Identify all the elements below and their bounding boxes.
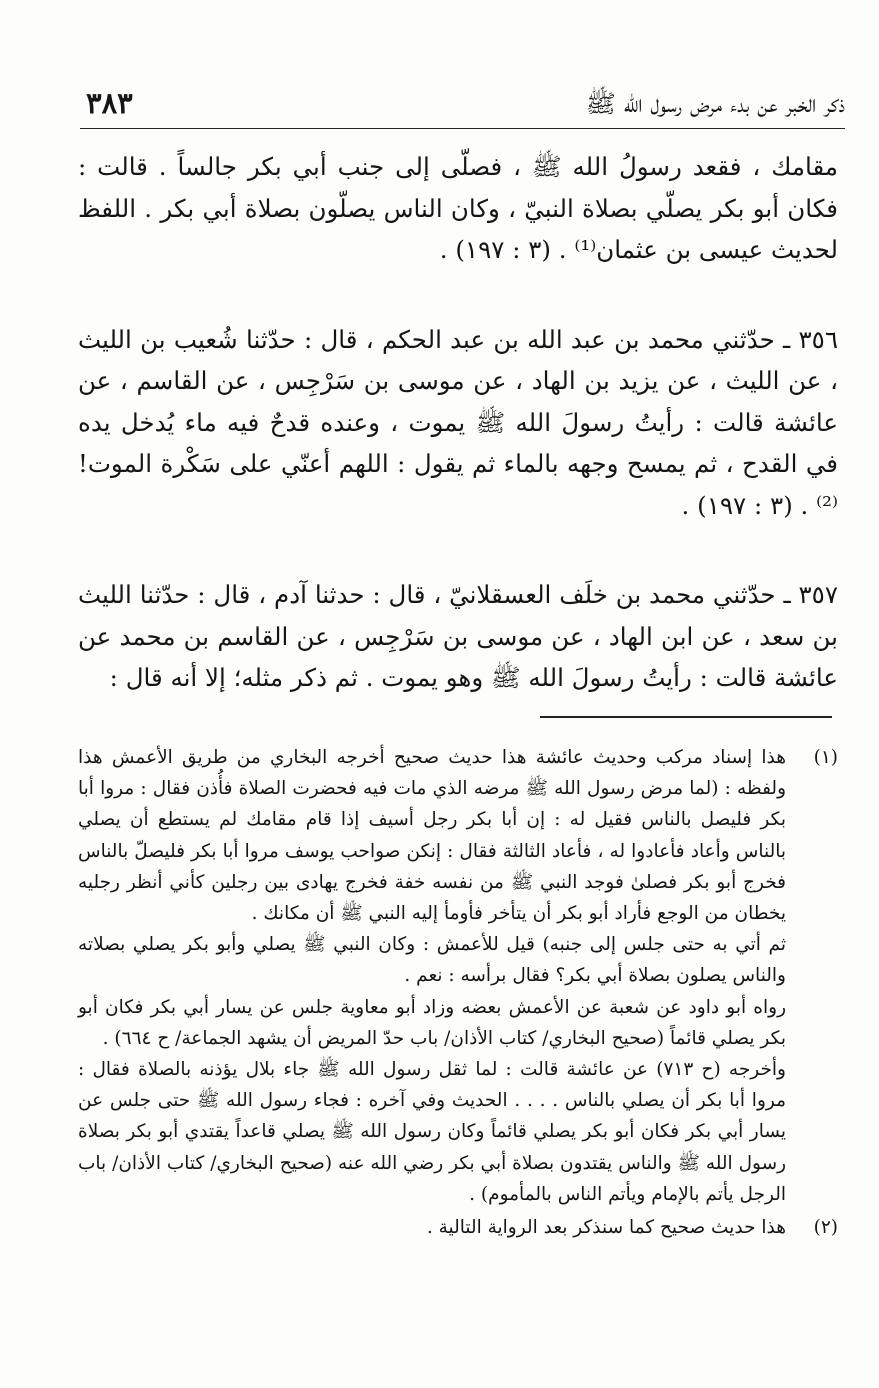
footnote-separator <box>540 716 832 718</box>
footnote-paragraph: هذا إسناد مركب وحديث عائشة هذا حديث صحيح أخرجه البخاري من طريق الأعمش هذا ولفظه : (لما مرض رسول الله ﷺ مرضه الذي مات فيه فحضرت الصلاة فأُذن فقال : مروا أبا بكر فليصل بالناس فقيل له : إن أبا بكر رجل أسيف إذا قام مقامك لم يستطع أن يصلي بالناس وأعاد فأعادوا له ، فأعاد الثالثة فقال : إنكن صواحب يوسف مروا أبا بكر فليصلّ بالناس فخرج أبو بكر فصلىٰ فوجد النبي ﷺ من نفسه خفة فخرج يهادى بين رجلين كأني أنظر رجليه يخطان من الوجع فأراد أبو بكر أن يتأخر فأومأ إليه النبي ﷺ أن مكانك . <box>78 747 786 925</box>
footnote-number: (٢) <box>813 1217 838 1239</box>
chapter-title: ذكر الخبر عن بدء مرض رسول الله ﷺ <box>585 89 845 118</box>
footnote-number: (١) <box>813 747 838 768</box>
footnote-1 <box>78 742 840 1210</box>
footnote-paragraph: وأخرجه (ح ٧١٣) عن عائشة قالت : لما ثقل رسول الله ﷺ جاء بلال يؤذنه بالصلاة فقال : مروا أبا بكر أن يصلي بالناس . . . . الحديث وفي آخره : فجاء رسول الله ﷺ حتى جلس عن يسار أبي بكر فكان أبو بكر يصلي قائماً وكان رسول الله ﷺ يصلي قاعداً يقتدي أبو بكر بصلاة رسول الله ﷺ والناس يقتدون بصلاة أبي بكر رضي الله عنه (صحيح البخاري/ كتاب الأذان/ باب الرجل يأتم بالإمام ويأتم الناس بالمأموم) . <box>78 1059 786 1205</box>
hadith-357: ٣٥٧ ـ حدّثني محمد بن خلَف العسقلانيّ ، قال : حدثنا آدم ، قال : حدّثنا الليث بن سعد ، عن ابن الهاد ، عن موسى بن سَرْجِس ، عن القاسم بن محمد عن عائشة قالت : رأيتُ رسولَ الله ﷺ وهو يموت . ثم ذكر مثله؛ إلا أنه قال : <box>78 580 838 692</box>
footnote-paragraph: رواه أبو داود عن شعبة عن الأعمش بعضه وزاد أبو معاوية جلس عن يسار أبي بكر فكان أبو بكر يصلي قائماً (صحيح البخاري/ كتاب الأذان/ باب حدّ المريض أن يشهد الجماعة/ ح ٦٦٤) . <box>78 996 786 1049</box>
main-text <box>78 146 838 699</box>
footnotes <box>78 742 840 1243</box>
footnote-paragraph: هذا حديث صحيح كما سنذكر بعد الرواية التالية . <box>426 1217 786 1239</box>
running-header <box>80 86 845 128</box>
footnote-2 <box>78 1212 840 1243</box>
footnote-paragraph: ثم أتي به حتى جلس إلى جنبه) قيل للأعمش : وكان النبي ﷺ يصلي وأبو بكر يصلي بصلاته والناس يصلون بصلاة أبي بكر؟ فقال برأسه : نعم . <box>78 934 786 987</box>
paragraph-continuation: مقامك ، فقعد رسولُ الله ﷺ ، فصلّى إلى جنب أبي بكر جالساً . قالت : فكان أبو بكر يصلّي بصلاة النبيّ ، وكان الناس يصلّون بصلاة أبي بكر . اللفظ لحديث عيسى بن عثمان⁽¹⁾ . (٣ : ١٩٧) . <box>78 152 838 264</box>
hadith-356: ٣٥٦ ـ حدّثني محمد بن عبد الله بن عبد الحكم ، قال : حدّثنا شُعيب بن الليث ، عن الليث ، عن يزيد بن الهاد ، عن موسى بن سَرْجِس ، عن القاسم ، عن عائشة قالت : رأيتُ رسولَ الله ﷺ يموت ، وعنده قدحٌ فيه ماء يُدخل يده في القدح ، ثم يمسح وجهه بالماء ثم يقول : اللهم أعنّي على سَكْرة الموت!⁽²⁾ . (٣ : ١٩٧) . <box>78 324 838 520</box>
header-rule <box>80 128 845 129</box>
page-number: ٣٨٣ <box>86 86 133 120</box>
